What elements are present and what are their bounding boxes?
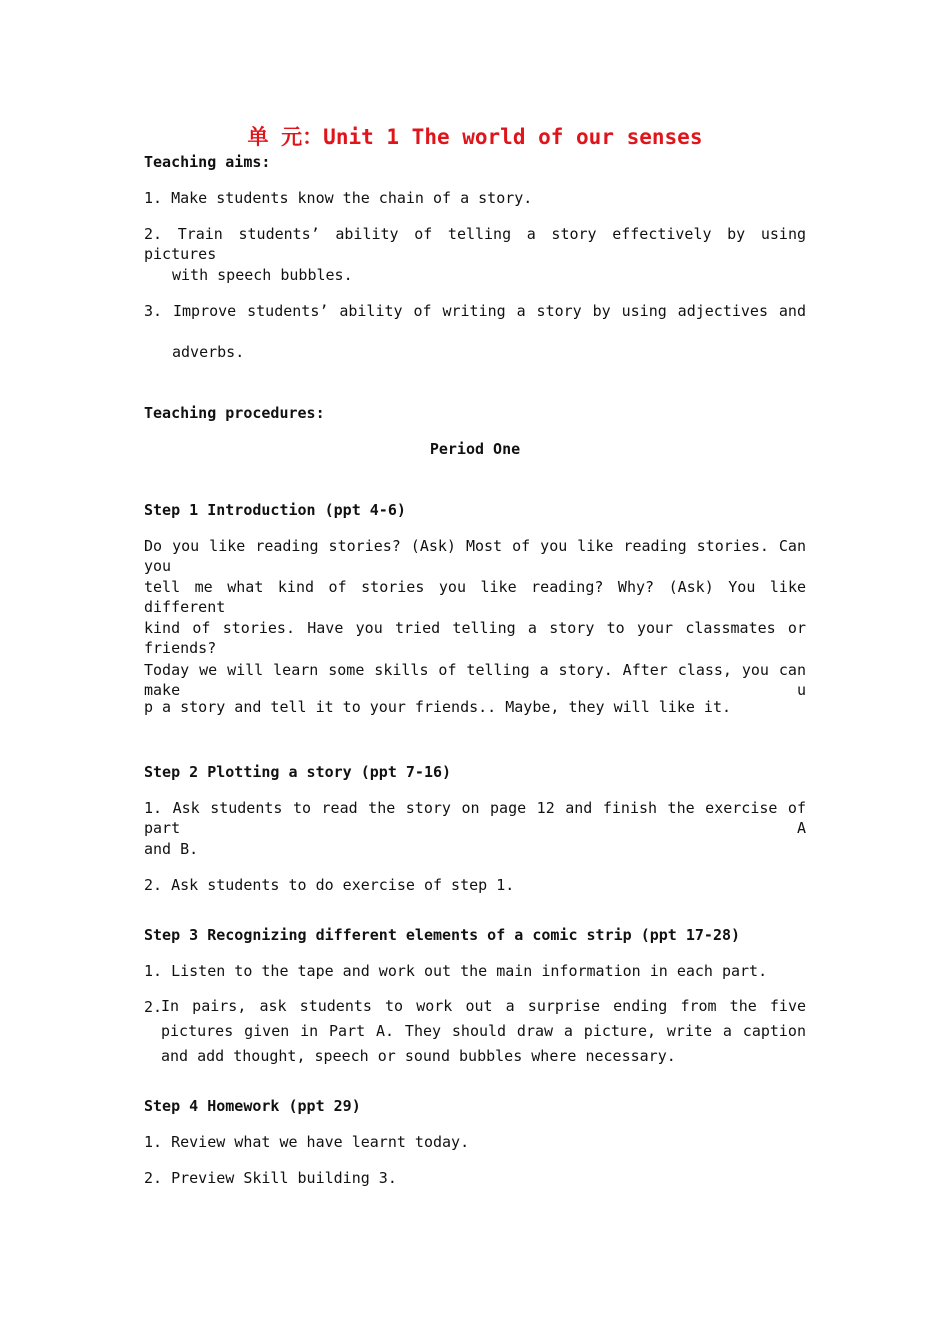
aim-line: with speech bubbles. xyxy=(172,266,353,284)
unit-title: 单 元：Unit 1 The world of our senses xyxy=(247,125,703,149)
aims-heading: Teaching aims: xyxy=(144,153,271,171)
step1-line: Do you like reading stories? (Ask) Most of you like reading stories. Can you xyxy=(144,537,806,575)
step4-heading: Step 4 Homework (ppt 29) xyxy=(144,1097,361,1115)
step3-item: 1. Listen to the tape and work out the main information in each part. xyxy=(144,962,768,980)
aim-line: 2. Train students’ ability of telling a story effectively by using pictures xyxy=(144,225,806,263)
step2-line: 2. Ask students to do exercise of step 1. xyxy=(144,876,515,894)
step4-line: 2. Preview Skill building 3. xyxy=(144,1169,397,1187)
step2-line: and B. xyxy=(144,840,199,858)
step4-line: 1. Review what we have learnt today. xyxy=(144,1133,470,1151)
aim-line: 3. Improve students’ ability of writing a story by using adjectives and xyxy=(144,302,806,320)
step3-item-number: 2. xyxy=(144,998,163,1016)
step1-line: tell me what kind of stories you like reading? Why? (Ask) You like different xyxy=(144,578,806,616)
step1-line: Today we will learn some skills of telling a story. After class, you can make u xyxy=(144,661,806,699)
step2-heading: Step 2 Plotting a story (ppt 7-16) xyxy=(144,763,452,781)
aim-line: adverbs. xyxy=(172,343,245,361)
step1-heading: Step 1 Introduction (ppt 4-6) xyxy=(144,501,406,519)
step1-line: p a story and tell it to your friends.. Maybe, they will like it. xyxy=(144,698,731,716)
step2-line: 1. Ask students to read the story on page 12 and finish the exercise of part A xyxy=(144,799,806,837)
step1-line: kind of stories. Have you tried telling a story to your classmates or friends? xyxy=(144,619,806,657)
aim-line: 1. Make students know the chain of a story. xyxy=(144,189,533,207)
period-heading: Period One xyxy=(429,440,521,458)
step3-item: In pairs, ask students to work out a surprise ending from the five pictures given in Part A. They should draw a picture, write a caption and add thought, speech or sound bubbles where necessary. xyxy=(161,997,806,1065)
procedures-heading: Teaching procedures: xyxy=(144,404,325,422)
step3-heading: Step 3 Recognizing different elements of a comic strip (ppt 17-28) xyxy=(144,926,741,944)
